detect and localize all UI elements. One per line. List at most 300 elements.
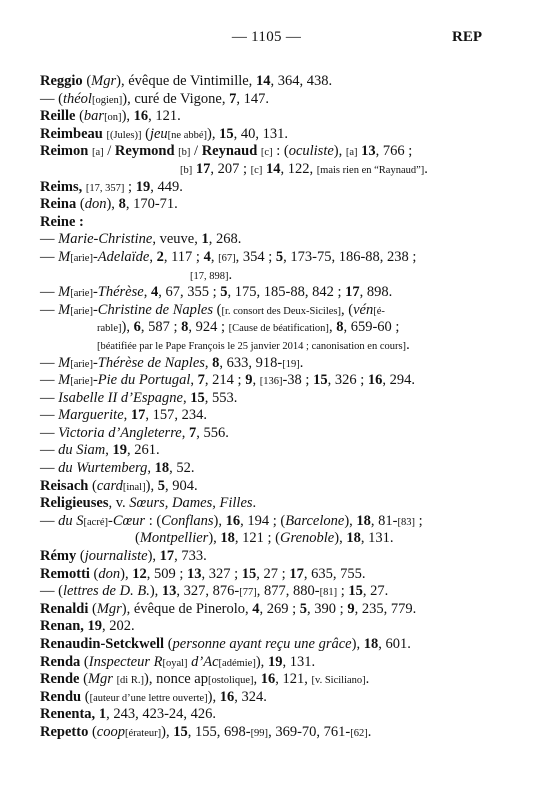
text-run: — [40,407,59,424]
bold-run: 13 [187,565,202,582]
italic-run: lettres de D. B. [62,583,150,600]
index-entry [40,495,510,513]
text-run: , 157, 234. [145,407,208,424]
index-entry [40,73,510,91]
text-run: . [299,354,304,371]
bracket-run: [17, 898] [190,270,229,282]
index-entry [40,91,510,109]
text-run: — [40,231,59,248]
bracket-run: [oyal] [162,657,188,669]
text-run: , veuve, [152,231,202,248]
index-entry [40,407,510,425]
bracket-run: [c] [250,164,263,176]
text-run: ( [164,636,173,652]
italic-run: M [58,284,71,301]
text-run: , 556. [196,424,229,441]
bold-run: 14 [265,160,281,177]
bold-run: 8 [181,319,189,336]
bracket-run: [ostolique] [208,675,254,687]
text-run: , [147,460,155,477]
bold-run: 17 [159,548,175,565]
italic-run: vén [353,301,374,318]
text-run: , 898. [359,284,393,301]
bracket-run: [arie] [70,358,93,370]
text-run: ( [81,688,90,705]
bold-run: 13 [361,143,376,160]
text-run: , [105,442,113,459]
text-run: , [190,372,198,389]
text-run: , 27. [362,583,389,600]
bracket-run: [adémie] [218,657,256,669]
text-run: , 121. [148,108,181,125]
text-run: ), évêque de Pinerolo, [121,600,253,617]
text-run: ), [121,319,134,336]
italic-run: Mgr [87,671,113,688]
text-run: , 40, 131. [233,125,288,142]
bracket-run: [19] [282,358,300,370]
text-run: , [252,372,260,389]
text-run: , [123,407,131,424]
bracket-run: [a] [345,147,358,159]
bracket-run: [acré] [83,516,108,528]
text-run: — ( [40,583,63,600]
bold-run: Renda [40,653,81,670]
text-run: — [40,424,59,441]
bold-run: Remotti [40,565,90,582]
bold-run: 6 [133,319,141,336]
bold-run: Religieuses [40,495,109,512]
index-entry [40,601,510,619]
text-run: — [40,512,59,529]
text-run: , 67, 355 ; [158,284,221,301]
italic-run: -Christine de Naples [92,301,213,318]
index-entry [40,566,510,584]
text-run: ), [106,196,119,213]
bracket-run: [di R.] [116,675,144,687]
text-run: , 766 ; [375,143,413,160]
text-run: , 601. [378,636,411,652]
italic-run: coop [96,723,125,740]
text-run: , 170-71. [125,196,178,213]
index-entry [40,478,510,496]
bold-run: 4 [150,284,159,301]
text-run: . [365,671,370,688]
index-entry-continuation [40,267,510,285]
running-head: REP [452,29,482,45]
bold-run: Reine : [40,213,84,230]
bracket-run: [a] [91,147,104,159]
text-run: ), [333,143,346,160]
text-run: , 390 ; [307,600,348,617]
italic-run: du Siam [58,442,106,459]
text-run: ( [80,653,89,670]
italic-run: du S [58,512,84,529]
bold-run: 16 [225,512,241,529]
index-entry [40,372,510,390]
italic-run: Marguerite [58,407,124,424]
text-run: ), [207,125,220,142]
bold-run: 5 [299,600,308,617]
index-entry [40,425,510,443]
text-run: , 924 ; [188,319,229,336]
text-run: , [181,424,189,441]
italic-run: -Adelaïde [92,248,150,265]
italic-run: Montpellier [139,530,209,547]
text-run: — [40,372,59,389]
text-run: ( [141,125,150,142]
index-entry [40,548,510,566]
bracket-run: [mais rien en “Raynaud”] [316,164,425,176]
text-run: , [182,389,191,406]
bold-run: 7 [197,372,205,389]
text-run: , 27 ; [256,565,290,582]
bracket-run: [béatifiée par le Pape François le 25 janvier 2014 ; canonisation en cours] [97,340,407,352]
index-entries [40,73,510,742]
bold-run: Renaldi [40,600,89,617]
index-entry [40,302,510,320]
index-entry [40,583,510,601]
bold-run: 9 [245,372,253,389]
bold-run: Renenta, [40,706,96,723]
text-run: . [252,495,257,512]
text-run: ), [149,583,162,600]
text-run: ), nonce ap [143,671,208,688]
bold-run: 2 [156,248,164,265]
bold-run: 13 [161,583,177,600]
text-run: , [210,248,219,265]
bold-run: 5 [157,477,165,494]
index-entry [40,513,510,531]
text-run: — [40,354,59,371]
text-run: , 131. [360,530,394,547]
index-entry [40,460,510,478]
text-run: ; [415,512,423,529]
bracket-run: [(Jules)] [106,129,142,141]
index-entry [40,618,510,636]
text-run: ( [212,301,222,318]
text-run: , 509 ; [146,565,188,582]
index-entry-continuation [40,161,510,179]
text-run: ), [344,512,357,529]
text-run: , 877, 880- [256,583,320,600]
text-run: , ( [341,301,354,318]
bold-run: 17 [130,407,146,424]
bold-run: Rende [40,671,80,688]
index-entry [40,108,510,126]
text-run: , 269 ; [259,600,300,617]
bold-run: Repetto [40,723,89,740]
bold-run: 18 [154,460,170,477]
index-entry [40,442,510,460]
bracket-run: [v. Siciliano] [311,675,366,687]
index-entry [40,284,510,302]
text-run: ), [208,530,221,547]
bold-run: 7 [229,90,237,107]
bold-run: 17 [195,160,211,177]
bold-run: Reimbeau [40,125,103,142]
bold-run: 16 [260,671,276,688]
bold-run: 16 [219,688,235,705]
bracket-run: [arie] [70,305,93,317]
index-entry [40,654,510,672]
text-run: , [204,354,213,371]
bold-run: Reims, [40,178,83,195]
text-run: ( [79,671,88,688]
bold-run: 18 [356,512,371,529]
bracket-run: [83] [397,516,415,528]
text-run: ; [337,583,349,600]
italic-run: Marie-Christine [58,231,153,248]
bracket-run: [81] [319,587,338,599]
index-entry [40,126,510,144]
bracket-run: [77] [239,587,257,599]
bracket-run: [136] [259,376,283,388]
italic-run: Isabelle II d’Espagne [58,389,183,406]
text-run: / [103,143,115,160]
italic-run: M [58,354,71,371]
bracket-run: [on] [104,112,122,124]
text-run: , [143,284,151,301]
index-entry [40,706,510,724]
text-run: ( [76,548,85,565]
text-run: , 122, [280,160,317,177]
italic-run: du Wurtemberg [58,460,148,477]
italic-run: théol [62,90,92,107]
text-run: , 235, 779. [354,600,417,617]
italic-run: oculiste [288,143,334,160]
text-run: — [40,248,59,265]
bold-run: 5 [275,248,284,265]
text-run: ( [76,196,85,213]
bracket-run: [62] [350,727,368,739]
bracket-run: [arie] [70,376,93,388]
text-run: , 587 ; [140,319,182,336]
text-run: , 194 ; ( [240,512,286,529]
bold-run: 15 [190,389,205,406]
italic-run: Inspecteur R [88,653,163,670]
text-run: — [40,389,59,406]
text-run: , 364, 438. [270,73,333,89]
bold-run: 15 [313,372,328,389]
text-run: . [424,160,428,177]
bold-run: 15 [348,583,363,600]
text-run: , 207 ; [210,160,251,177]
text-run: , 81- [370,512,398,529]
bold-run: 4 [252,600,260,617]
italic-run: -Pie du Portugal [92,372,191,389]
bold-run: 15 [219,125,234,142]
bold-run: Rémy [40,548,77,565]
bold-run: 19 [112,442,127,459]
index-entry [40,249,510,267]
text-run: ), curé de Vigone, [122,90,230,107]
text-run: / [190,143,202,160]
text-run: ), [351,636,364,652]
index-entry-continuation [40,337,510,355]
index-entry [40,355,510,373]
bold-run: 8 [336,319,344,336]
text-run: : ( [145,512,162,529]
bold-run: 8 [212,354,220,371]
index-entry [40,231,510,249]
text-run: ), [120,565,133,582]
index-entry-continuation [40,530,510,548]
bold-run: 18 [363,636,379,652]
text-run: , 904. [164,477,198,494]
bold-run: Reille [40,108,76,125]
bracket-run: [67] [218,252,236,264]
bold-run: Renaudin-Setckwell [40,636,165,652]
bold-run: 15 [173,723,188,740]
text-run: ( [88,477,97,494]
bracket-run: [17, 357] [85,182,125,194]
italic-run: d’Ac [191,653,219,670]
text-run: , 131. [282,653,316,670]
text-run: , 553. [204,389,238,406]
text-run: , 635, 755. [303,565,366,582]
index-entry [40,214,510,232]
text-run: ), [145,477,158,494]
text-run: , 121, [275,671,312,688]
text-run: , 214 ; [204,372,246,389]
italic-run: personne ayant reçu une grâce [172,636,352,652]
text-run: , 327 ; [201,565,242,582]
text-run: , 369-70, 761- [268,723,351,740]
bold-run: Renan, [40,618,84,635]
text-run: , 173-75, 186-88, 238 ; [283,248,417,265]
italic-run: M [58,248,71,265]
bold-run: 7 [189,424,197,441]
bracket-run: [auteur d’une lettre ouverte] [89,692,208,704]
text-run: ), évêque de Vintimille, [116,73,256,89]
text-run: , 327, 876- [176,583,240,600]
text-run: ( [82,73,92,89]
text-run: , 324. [234,688,267,705]
bold-run: 1 [98,706,107,723]
text-run: . [228,266,233,283]
bold-run: 16 [133,108,149,125]
text-run: , 326 ; [327,372,368,389]
text-run: . [406,336,410,353]
text-run: , [328,319,337,336]
bracket-run: rable] [97,323,122,335]
text-run: , 52. [169,460,195,477]
text-run: , 121 ; ( [234,530,281,547]
text-run: , 268. [208,231,242,248]
text-run: ( [89,565,99,582]
bracket-run: [érateur] [124,727,162,739]
text-run: ), [213,512,226,529]
italic-run: Barcelone [285,512,345,529]
text-run: ( [88,600,97,617]
page-number: — 1105 — [231,29,302,45]
bold-run: Reina [40,196,77,213]
bold-run: Reynaud [201,143,258,160]
bold-run: Reggio [40,73,83,89]
text-run: — [40,284,59,301]
bold-run: 15 [241,565,257,582]
bold-run: 18 [220,530,235,547]
text-run: , 449. [150,178,183,195]
text-run: , 294. [382,372,415,389]
italic-run: journaliste [84,548,148,565]
index-entry [40,636,510,654]
bold-run: 1 [201,231,209,248]
text-run: ), [161,723,174,740]
text-run: — [40,460,59,477]
italic-run: Conflans [161,512,214,529]
bold-run: 4 [203,248,211,265]
text-run: . [367,723,372,740]
bold-run: 17 [345,284,360,301]
text-run: , [253,671,261,688]
text-run: ), [255,653,268,670]
text-run: ; [124,178,136,195]
bold-run: 19 [267,653,283,670]
italic-run: don [84,196,107,213]
index-entry [40,143,510,161]
bold-run: 19 [87,618,103,635]
italic-run: don [98,565,121,582]
bold-run: Rendu [40,688,82,705]
text-run: — ( [40,90,63,107]
text-run: , 117 ; [163,248,204,265]
italic-run: Victoria d’Angleterre [58,424,182,441]
italic-run: card [96,477,123,494]
text-run: ), [147,548,160,565]
text-run: , 202. [102,618,135,635]
text-run: : ( [272,143,289,160]
bold-run: 14 [255,73,271,89]
italic-run: M [58,372,71,389]
italic-run: Grenoble [280,530,335,547]
text-run: , 354 ; [235,248,276,265]
bold-run: 9 [347,600,355,617]
text-run: , [149,248,157,265]
index-entry [40,671,510,689]
text-run: , 243, 423-24, 426. [106,706,217,723]
text-run: , 147. [236,90,269,107]
text-run: , v. [108,495,130,512]
bold-run: 12 [132,565,147,582]
bracket-run: [r. consort des Deux-Siciles] [221,305,342,317]
italic-run: jeu [149,125,168,142]
italic-run: bar [83,108,105,125]
text-run: ( [75,108,84,125]
bracket-run: [arie] [70,252,93,264]
bracket-run: [arie] [70,288,93,300]
bracket-run: [ne abbé] [167,129,208,141]
text-run: ), [121,108,134,125]
text-run: , 175, 185-88, 842 ; [227,284,346,301]
index-entry [40,196,510,214]
text-run: , 633, 918- [219,354,283,371]
bracket-run: [ogien] [91,94,123,106]
italic-run: -Thérèse de Naples [92,354,205,371]
italic-run: Mgr [96,600,122,617]
text-run: -38 ; [282,372,314,389]
italic-run: Sœurs, Dames, Filles [129,495,253,512]
bold-run: Reisach [40,477,89,494]
bracket-run: [b] [178,147,191,159]
bracket-run: [inal] [122,481,146,493]
bracket-run: [é- [373,305,385,317]
bracket-run: [b] [180,164,193,176]
text-run: , 261. [127,442,160,459]
bold-run: 8 [118,196,126,213]
italic-run: -Cœur [107,512,146,529]
bold-run: Reymond [114,143,175,160]
